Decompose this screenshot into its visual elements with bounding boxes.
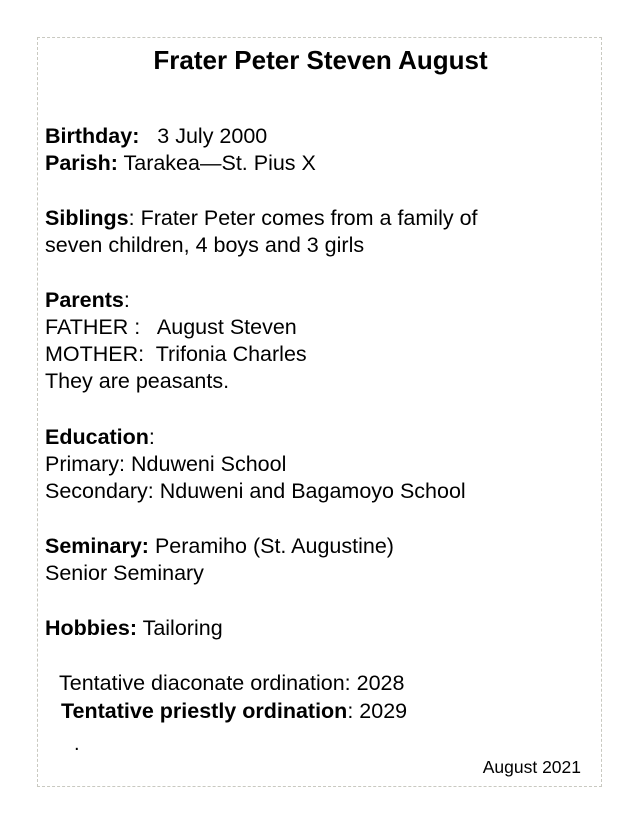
education-label: Education	[45, 425, 149, 449]
mother-value: Trifonia Charles	[155, 342, 307, 366]
seminary-value: Peramiho (St. Augustine)	[154, 534, 394, 558]
father-row	[45, 314, 297, 341]
parish-value: Tarakea—St. Pius X	[123, 151, 316, 175]
parish-row	[45, 150, 316, 177]
parish-label: Parish:	[45, 151, 118, 175]
birthday-label: Birthday:	[45, 124, 140, 148]
mother-label: MOTHER:	[45, 342, 145, 366]
stray-dot: .	[74, 733, 80, 755]
diaconate-ordination: Tentative diaconate ordination: 2028	[59, 671, 405, 695]
education-primary: Primary: Nduweni School	[45, 452, 287, 476]
father-value: August Steven	[156, 315, 297, 339]
education-secondary: Secondary: Nduweni and Bagamoyo School	[45, 479, 466, 503]
priestly-ordination-row	[61, 698, 407, 725]
birthday-row	[45, 123, 267, 150]
mother-row	[45, 341, 307, 368]
siblings-row	[45, 205, 478, 232]
parents-heading	[45, 287, 130, 314]
birthday-value: 3 July 2000	[157, 124, 268, 148]
parents-label: Parents	[45, 288, 124, 312]
seminary-line2: Senior Seminary	[45, 561, 204, 585]
father-label: FATHER :	[45, 315, 141, 339]
education-colon: :	[148, 425, 155, 449]
hobbies-row	[45, 615, 223, 642]
page-title: Frater Peter Steven August	[153, 45, 488, 75]
education-heading	[45, 424, 155, 451]
seminary-row	[45, 533, 394, 560]
priestly-ordination-value: : 2029	[347, 699, 408, 723]
siblings-text-line2: seven children, 4 boys and 3 girls	[45, 233, 365, 257]
seminary-label: Seminary:	[45, 534, 149, 558]
hobbies-label: Hobbies:	[45, 616, 137, 640]
priestly-ordination-label: Tentative priestly ordination	[61, 699, 348, 723]
siblings-text-line1: : Frater Peter comes from a family of	[128, 206, 478, 230]
parents-note: They are peasants.	[45, 369, 230, 393]
parents-colon: :	[123, 288, 130, 312]
document-date: August 2021	[482, 757, 581, 777]
hobbies-value: Tailoring	[142, 616, 223, 640]
siblings-label: Siblings	[45, 206, 129, 230]
